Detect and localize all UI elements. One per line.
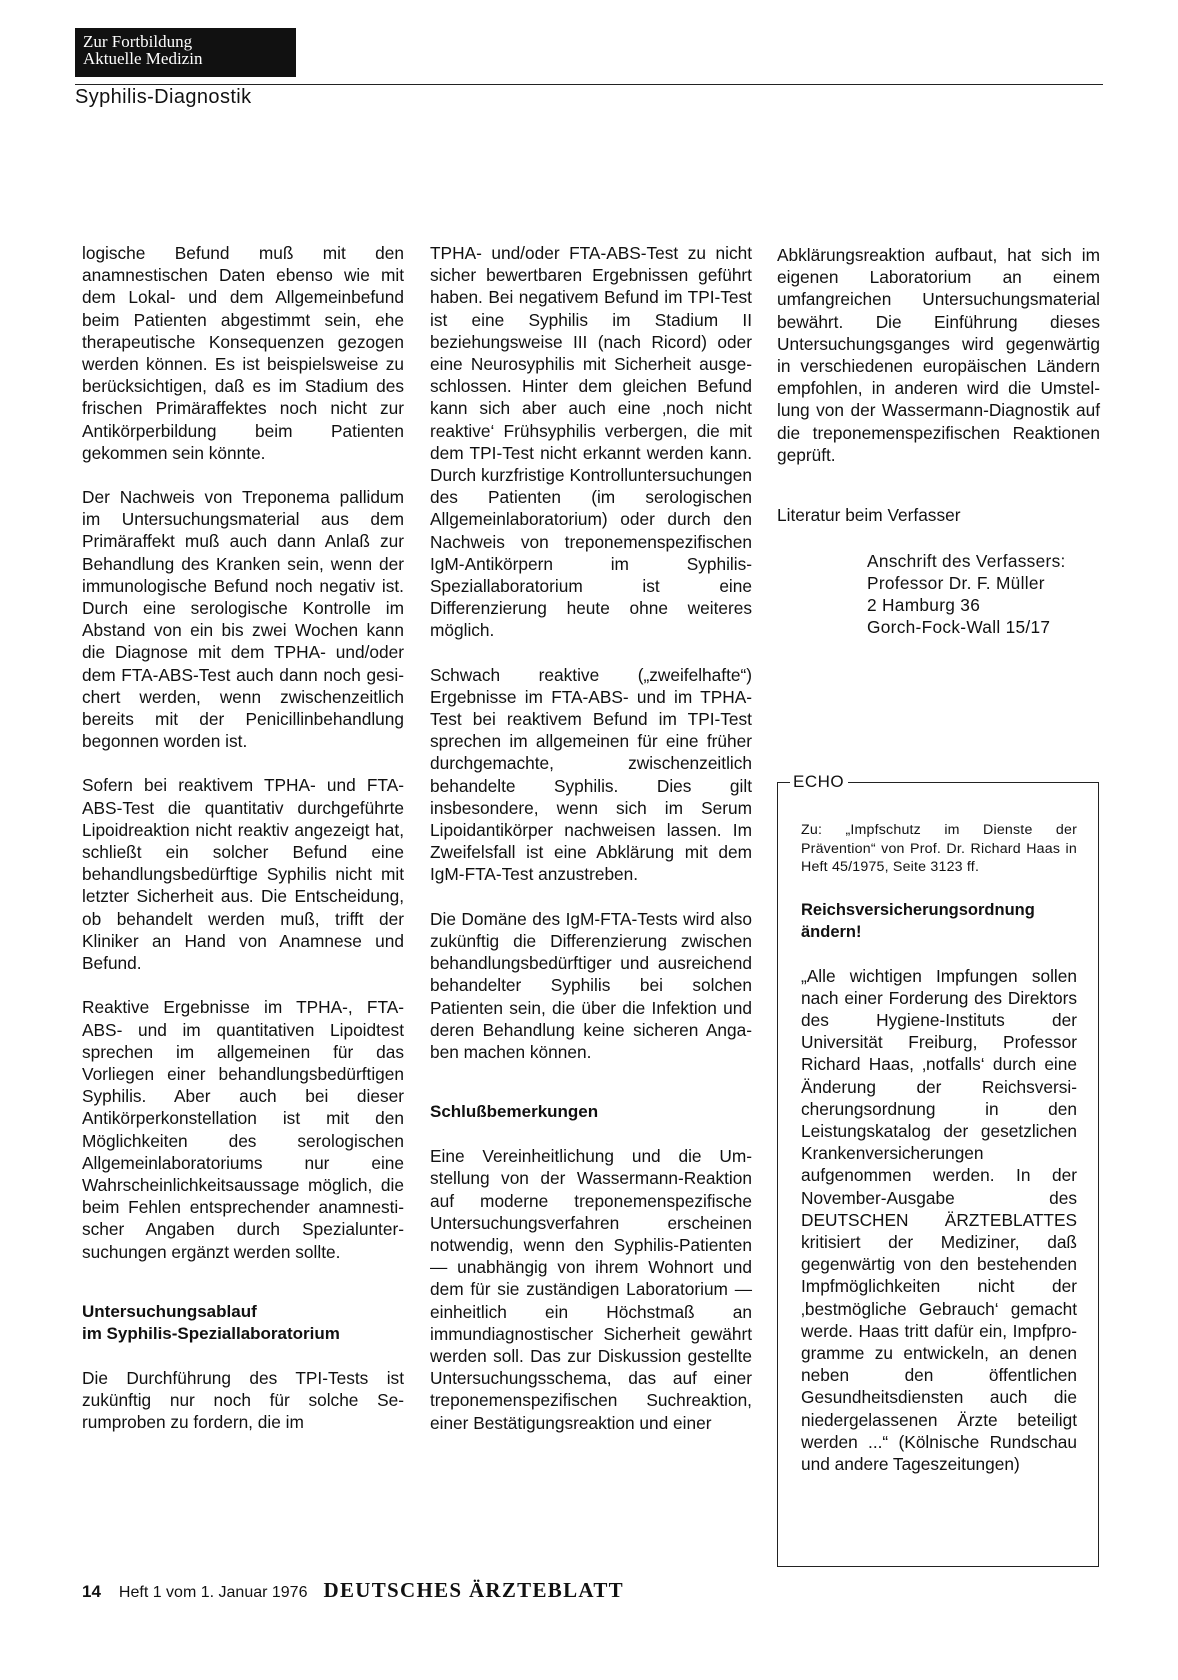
col2-paragraph-2: Schwach reaktive („zweifelhafte“) Ergebnisse im FTA-ABS- und im TPHA-Test bei reaktivem Befund im TPI-Test sprechen im allgemeinen für eine früher durchgemachte, zwischenzeitlich behandelte Syphilis. Dies gilt insbesondere, wenn sich im Serum Lipoidantikörper nachweisen lassen. Im Zweifelsfall ist eine Abklärung mit dem IgM-FTA-Test anzustreben.: [430, 664, 752, 885]
echo-content: [801, 821, 1077, 1475]
col1-paragraph-2: Der Nachweis von Treponema pallidum im Untersuchungsmaterial aus dem Primäraffekt muß auch dann Anlaß zur Behandlung des Kranken sein, wenn der immunologische Befund noch negativ ist. Durch eine serologische Kontrolle im Abstand von ein bis zwei Wochen kann die Diagnose mit dem TPHA- und/oder dem FTA-ABS-Test auch dann noch gesichert werden, wenn zwischenzeitlich bereits mit der Penicillinbehandlung begonnen worden ist.: [82, 487, 404, 752]
author-address: [867, 550, 1100, 638]
echo-body: „Alle wichtigen Impfungen sollen nach einer Forderung des Direktors des Hygiene-Instituts der Universität Freiburg, Professor Richard Haas, ‚notfalls‘ durch eine Änderung der Reichsversicherungsordnung in den Leistungskatalog der gesetzlichen Krankenversicherungen aufgenommen werden. In der November-Ausgabe des DEUTSCHEN ÄRZTEBLATTES kritisiert der Mediziner, daß gegenwärtig von den bestehenden Impfmöglichkeiten nicht der ‚bestmögliche Gebrauch‘ gemacht werde. Haas tritt dafür ein, Impfprogramme zu entwickeln, an denen neben den öffentlichen Gesundheitsdiensten auch die niedergelassenen Ärzte beteiligt werden ...“ (Kölnische Rundschau und andere Tageszeitungen): [801, 965, 1077, 1474]
col2-paragraph-4: Eine Vereinheitlichung und die Umstellung von der Wassermann-Reaktion auf moderne treponemenspezifische Untersuchungsverfahren erscheinen notwendig, wenn den Syphilis-Patienten — unabhängig von ihrem Wohnort und dem für sie zuständigen Laboratorium — einheitlich ein Höchstmaß an immundiagnostischer Sicherheit gewährt werden soll. Das zur Diskussion gestellte Untersuchungsschema, das auf einer treponemenspezifischen Suchreaktion, einer Bestätigungsreaktion und einer: [430, 1146, 752, 1433]
address-line-1: Anschrift des Verfassers:: [867, 551, 1066, 572]
echo-title-line-2: ändern!: [801, 922, 862, 941]
col2-paragraph-1: TPHA- und/oder FTA-ABS-Test zu nicht sicher bewertbaren Ergebnissen geführt haben. Bei negativem Befund im TPI-Test ist eine Syphilis im Stadium II beziehungsweise III (nach Ricord) oder eine Neurosyphilis mit Sicherheit ausgeschlossen. Hinter dem gleichen Befund kann sich aber auch eine ‚noch nicht reaktive‘ Frühsyphilis verbergen, die mit dem TPI-Test nicht erkannt werden kann. Durch kurzfristige Kontrolluntersuchungen des Patienten (im serologischen Allgemeinlaboratorium) oder durch den Nachweis von treponemenspezifischen IgM-Antikörpern im Syphilis-Speziallaboratorium ist eine Differenzierung heute ohne weiteres möglich.: [430, 243, 752, 641]
col1-paragraph-3: Sofern bei reaktivem TPHA- und FTA-ABS-Test die quantitativ durchgeführte Lipoidreaktion nicht reaktiv angezeigt hat, schließt ein solcher Befund eine behandlungsbedürftige Syphilis nicht mit letzter Sicherheit aus. Die Entscheidung, ob behandelt werden muß, trifft der Kliniker an Hand von Anamnese und Befund.: [82, 775, 404, 974]
issue-info: Heft 1 vom 1. Januar 1976: [118, 1584, 308, 1601]
echo-title: [801, 899, 1077, 943]
page-footer: [82, 1578, 624, 1603]
col2-paragraph-3: Die Domäne des IgM-FTA-Tests wird also zukünftig die Differenzierung zwischen behandlungsbedürftiger und ausreichend behandelter Syphilis bei solchen Patienten sein, die über die Infektion und deren Behandlung keine sicheren Angaben machen können.: [430, 908, 752, 1062]
address-line-4: Gorch-Fock-Wall 15/17: [867, 617, 1051, 638]
echo-reference: Zu: „Impfschutz im Dienste der Prävention“ von Prof. Dr. Richard Haas in Heft 45/1975, Seite 3123 ff.: [801, 822, 1077, 875]
echo-box: [777, 772, 1099, 1567]
column-1: [82, 242, 404, 1455]
journal-title: DEUTSCHES ÄRZTEBLATT: [323, 1578, 624, 1602]
column-3: [777, 244, 1100, 638]
column-2: [430, 242, 752, 1456]
col1-paragraph-1: logische Befund muß mit den anamnestischen Daten ebenso wie mit dem Lokal- und dem Allgemeinbefund beim Patienten abgestimmt sein, ehe therapeutische Konsequenzen gezogen werden können. Es ist beispielsweise zu berücksichtigen, daß es im Stadium des frischen Primäraffektes noch nicht zur Antikörperbildung beim Patienten gekommen sein könnte.: [82, 243, 404, 463]
section-tag-line-1: Zur Fortbildung: [83, 32, 193, 51]
subheading-untersuchungsablauf: [82, 1301, 404, 1345]
subheading-line-1: Untersuchungsablauf: [82, 1301, 257, 1321]
address-line-2: Professor Dr. F. Müller: [867, 573, 1045, 594]
col1-paragraph-4: Reaktive Ergebnisse im TPHA-, FTA-ABS- und im quantitativen Lipoidtest sprechen im allgemeinen für das Vorliegen einer behandlungsbedürftigen Syphilis. Aber auch bei dieser Antikörperkonstellation ist mit den Möglichkeiten des serologischen Allgemeinlaboratoriums nur eine Wahrscheinlichkeitsaussage möglich, die beim Fehlen entsprechender anamnestischer Angaben durch Spezialuntersuchungen ergänzt werden sollte.: [82, 997, 404, 1262]
subheading-line-2: im Syphilis-Speziallaboratorium: [82, 1323, 340, 1343]
section-tag-line-2: Aktuelle Medizin: [83, 49, 203, 68]
page-number: 14: [82, 1582, 101, 1601]
running-title: Syphilis-Diagnostik: [75, 86, 252, 108]
echo-label: ECHO: [790, 771, 848, 793]
header-rule: [75, 84, 1103, 85]
col3-paragraph-1: Abklärungsreaktion aufbaut, hat sich im eigenen Laboratorium an einem umfangreichen Untersuchungsmaterial bewährt. Die Einführung dieses Untersuchungsganges wird gegenwärtig in verschiedenen europäischen Ländern empfohlen, in anderen wird die Umstellung von der Wassermann-Diagnostik auf die treponemenspezifischen Reaktionen geprüft.: [777, 245, 1100, 465]
col1-paragraph-5: Die Durchführung des TPI-Tests ist zukünftig nur noch für solche Serumproben zu fordern, die im: [82, 1367, 404, 1433]
literature-note: Literatur beim Verfasser: [777, 505, 961, 526]
address-line-3: 2 Hamburg 36: [867, 595, 981, 616]
subheading-schlussbemerkungen: Schlußbemerkungen: [430, 1102, 599, 1122]
echo-title-line-1: Reichsversicherungsordnung: [801, 900, 1035, 919]
section-tag: [75, 28, 296, 77]
